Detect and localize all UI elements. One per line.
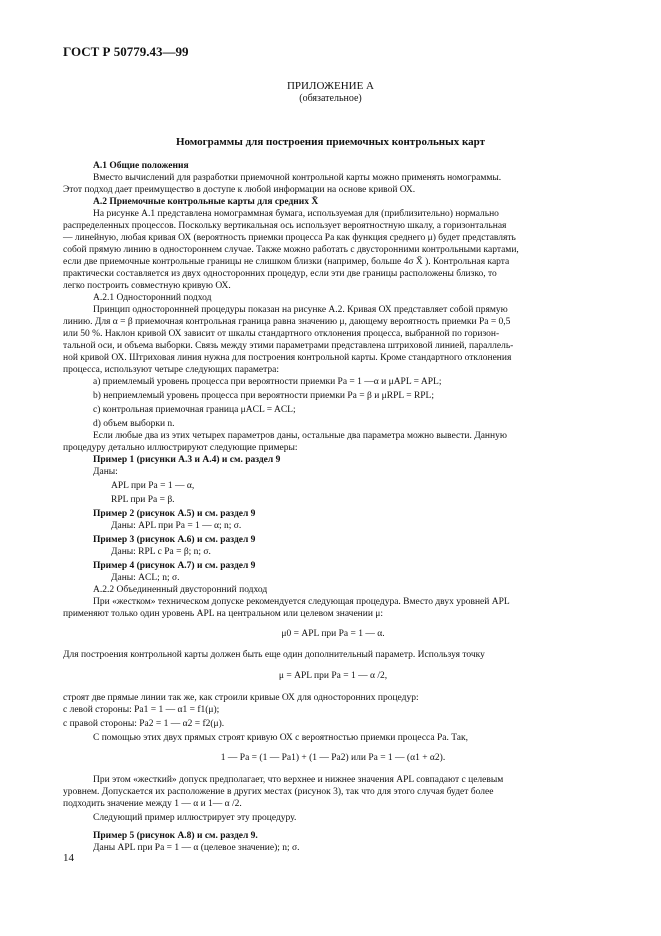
text-line: процесса, используют четыре следующих параметра: — [63, 365, 280, 375]
text-line: если две приемочные контрольные границы не слишком близки (например, больше 4σ X̄ ). Контрольная карта — [63, 257, 510, 267]
text-line: μ0 = APL при Ра = 1 — α. — [281, 629, 385, 639]
text-line: А.1 Общие положения — [93, 161, 189, 171]
text-line: с правой стороны: Ра2 = 1 — α2 = f2(μ). — [63, 719, 225, 729]
text-line: с левой стороны: Ра1 = 1 — α1 = f1(μ); — [63, 705, 220, 715]
text-line: Для построения контрольной карты должен быть еще один дополнительный параметр. Используя точку — [63, 650, 485, 660]
text-line: распределенных процессов. Поскольку вертикальная ось использует вероятностную шкалу, а горизонтальная — [63, 221, 507, 231]
text-line: подходить значение между 1 — α и 1— α /2. — [63, 799, 242, 809]
appendix-subtitle: (обязательное) — [299, 93, 362, 104]
text-line: Пример 5 (рисунок А.8) и см. раздел 9. — [93, 831, 258, 841]
text-line: уровнем. Допускается их расположение в других местах (рисунок 3), так что для этого случая будет более — [63, 787, 494, 797]
text-line: легко построить совместную кривую ОХ. — [63, 281, 231, 291]
text-line: RPL при Ра = β. — [111, 495, 175, 505]
text-line: Даны: APL при Ра = 1 — α; n; σ. — [111, 521, 242, 531]
text-line: 1 — Ра = (1 — Ра1) + (1 — Ра2) или Ра = 1 — (α1 + α2). — [220, 753, 446, 763]
text-line: практически составляется из двух односторонних процедур, если эти две границы расположены близко, то — [63, 269, 497, 279]
text-line: А.2.2 Объединенный двусторонний подход — [93, 585, 268, 595]
text-line: Вместо вычислений для разработки приемочной контрольной карты можно применять номограммы. — [93, 173, 502, 183]
text-line: На рисунке А.1 представлена номограммная бумага, используемая для (приблизительно) нормально — [93, 209, 499, 219]
text-line: Даны: ACL; n; σ. — [111, 573, 180, 583]
text-line: Следующий пример иллюстрирует эту процедуру. — [93, 813, 297, 823]
text-line: процедуру детально иллюстрируют следующие примеры: — [63, 443, 298, 453]
text-line: тальной оси, и объема выборки. Связь между этими параметрами представлена штриховой линией, параллель- — [63, 341, 514, 351]
main-title: Номограммы для построения приемочных контрольных карт — [175, 136, 486, 148]
document-header: ГОСТ Р 50779.43—99 — [63, 44, 189, 59]
text-line: Пример 3 (рисунок А.6) и см. раздел 9 — [93, 535, 256, 545]
text-line: Этот подход дает преимущество в доступе к любой информации на основе кривой ОХ. — [63, 185, 416, 195]
appendix-title: ПРИЛОЖЕНИЕ А — [286, 80, 374, 92]
text-line: Даны APL при Ра = 1 — α (целевое значение); n; σ. — [93, 843, 300, 853]
text-line: Пример 1 (рисунки А.3 и А.4) и см. раздел 9 — [93, 455, 281, 465]
text-line: — линейную, любая кривая ОХ (вероятность приемки процесса Ра как функция среднего μ) будет представлять — [63, 233, 516, 243]
text-line: применяют только один уровень APL на центральном или целевом значении μ: — [63, 609, 384, 619]
text-line: d) объем выборки n. — [93, 419, 175, 429]
text-line: С помощью этих двух прямых строят кривую ОХ с вероятностью приемки процесса Ра. Так, — [93, 733, 468, 743]
text-line: Принцип одностороннней процедуры показан на рисунке А.2. Кривая ОХ представляет собой прямую — [93, 305, 508, 315]
text-line: собой прямую линию в одностороннем случае. Также можно работать с двусторонними контрольными картами, — [63, 245, 519, 255]
text-line: При этом «жесткий» допуск предполагает, что верхнее и нижнее значения APL совпадают с целевым — [93, 775, 504, 785]
text-line: b) неприемлемый уровень процесса при вероятности приемки Ра = β и μRPL = RPL; — [93, 391, 435, 401]
text-line: ной кривой ОХ. Штриховая линия нужна для построения контрольной карты. Кроме стандартного отклонения — [63, 353, 512, 363]
text-line: μ = APL при Ра = 1 — α /2, — [278, 671, 388, 681]
text-line: Пример 4 (рисунок А.7) и см. раздел 9 — [93, 561, 256, 571]
text-line: APL при Ра = 1 — α, — [111, 481, 195, 491]
text-line: строят две прямые линии так же, как строили кривые ОХ для односторонних процедур: — [63, 693, 419, 703]
text-line: А.2.1 Односторонний подход — [93, 293, 212, 303]
text-line: с) контрольная приемочная граница μACL = ACL; — [93, 405, 296, 415]
text-line: При «жестком» техническом допуске рекомендуется следующая процедура. Вместо двух уровней APL — [93, 597, 510, 607]
text-line: Если любые два из этих четырех параметров даны, остальные два параметра можно вывести. Данную — [93, 431, 507, 441]
text-line: или 50 %. Наклон кривой ОХ зависит от шкалы стандартного отклонения процесса, выбранной по горизон- — [63, 329, 500, 339]
text-line: линию. Для α = β приемочная контрольная граница равна значению μ, дающему вероятность приемки Ра = 0,5 — [63, 317, 511, 327]
text-line: Даны: — [93, 467, 118, 477]
text-line: А.2 Приемочные контрольные карты для средних X̄ — [93, 197, 319, 207]
text-line: Даны: RPL с Ра = β; n; σ. — [111, 547, 211, 557]
page-number: 14 — [63, 852, 74, 864]
text-line: Пример 2 (рисунок А.5) и см. раздел 9 — [93, 509, 256, 519]
text-line: а) приемлемый уровень процесса при вероятности приемки Ра = 1 —α и μAPL = APL; — [93, 377, 442, 387]
